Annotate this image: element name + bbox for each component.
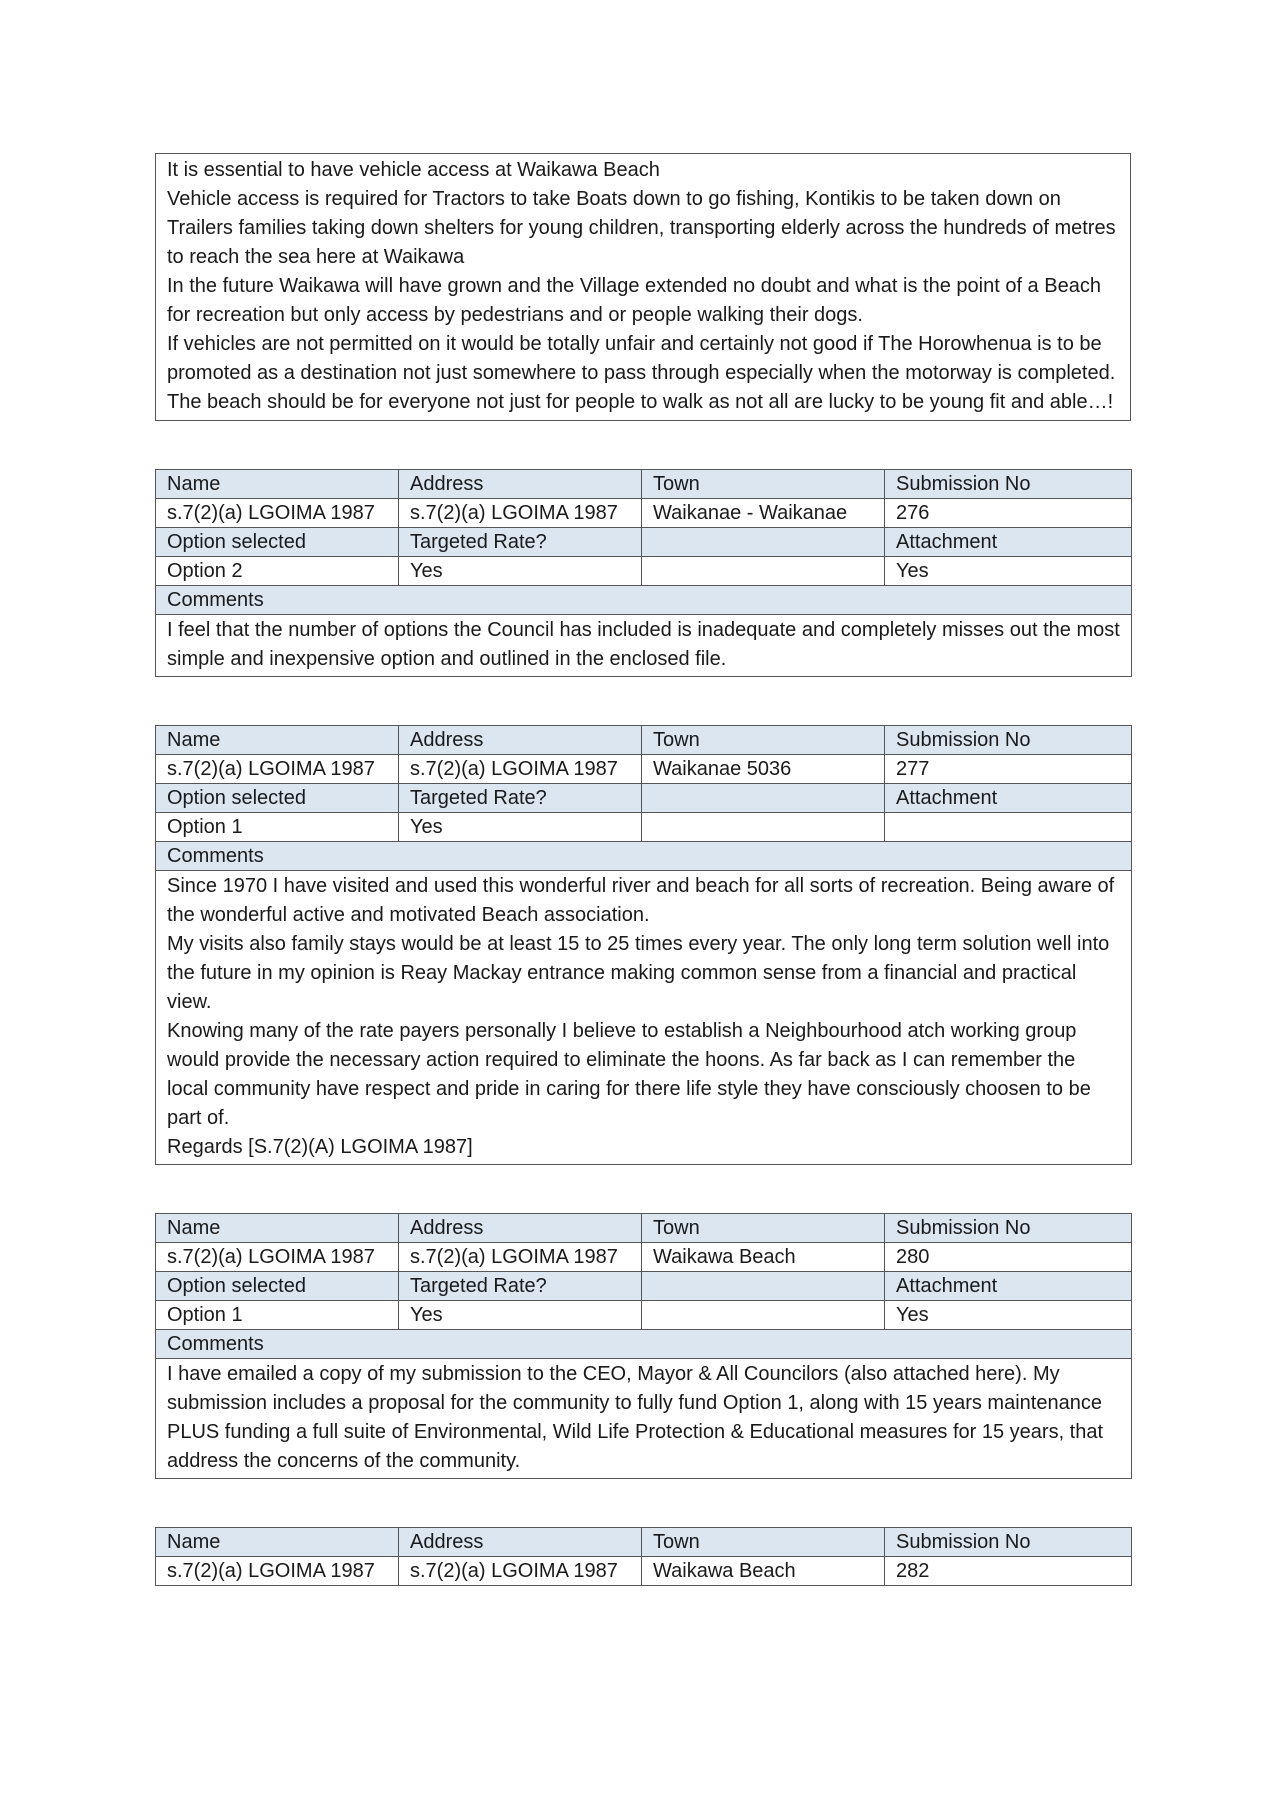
targeted-rate-value: Yes <box>399 813 642 842</box>
address-value: s.7(2)(a) LGOIMA 1987 <box>399 1243 642 1272</box>
comments-cell <box>156 615 1132 677</box>
town-value: Waikawa Beach <box>642 1557 885 1586</box>
town-value: Waikanae 5036 <box>642 755 885 784</box>
comments-header: Comments <box>156 1330 1132 1359</box>
targeted-rate-header: Targeted Rate? <box>399 528 642 557</box>
empty-header-cell <box>642 784 885 813</box>
comments-header-row <box>156 842 1132 871</box>
targeted-rate-header: Targeted Rate? <box>399 1272 642 1301</box>
comments-cell <box>156 871 1132 1165</box>
option-selected-header: Option selected <box>156 1272 399 1301</box>
name-value: s.7(2)(a) LGOIMA 1987 <box>156 755 399 784</box>
town-value: Waikanae - Waikanae <box>642 499 885 528</box>
empty-header-cell <box>642 528 885 557</box>
comment-line: Vehicle access is required for Tractors to take Boats down to go fishing, Kontikis to be taken down on Trailers families taking down shelters for young children, transporting elderly across the hundreds of metres to reach the sea here at Waikawa <box>167 188 1116 268</box>
details-row <box>156 557 1132 586</box>
comments-row <box>156 871 1132 1165</box>
header-row <box>156 1272 1132 1301</box>
submission-no-value: 282 <box>885 1557 1132 1586</box>
comment-line: Knowing many of the rate payers personally I believe to establish a Neighbourhood atch working group would provide the necessary action required to eliminate the hoons. As far back as I can remember the local community have respect and pride in caring for there life style they have consciously choosen to be part of. <box>167 1020 1091 1129</box>
comments-header: Comments <box>156 586 1132 615</box>
submission-table-282 <box>155 1527 1132 1586</box>
empty-header-cell <box>642 1272 885 1301</box>
address-header: Address <box>399 726 642 755</box>
comments-row <box>156 1359 1132 1479</box>
empty-cell <box>642 1301 885 1330</box>
comments-header-row <box>156 586 1132 615</box>
comment-line: Since 1970 I have visited and used this wonderful river and beach for all sorts of recreation. Being aware of the wonderful active and motivated Beach association. <box>167 875 1115 926</box>
address-header: Address <box>399 470 642 499</box>
comment-line: In the future Waikawa will have grown and the Village extended no doubt and what is the point of a Beach for recreation but only access by pedestrians and or people walking their dogs. <box>167 275 1101 326</box>
header-row <box>156 528 1132 557</box>
comment-line: If vehicles are not permitted on it would be totally unfair and certainly not good if The Horowhenua is to be promoted as a destination not just somewhere to pass through especially when the motorway is completed. <box>167 333 1116 384</box>
submission-no-value: 276 <box>885 499 1132 528</box>
name-value: s.7(2)(a) LGOIMA 1987 <box>156 499 399 528</box>
submission-table-280 <box>155 1213 1132 1479</box>
option-selected-header: Option selected <box>156 528 399 557</box>
address-value: s.7(2)(a) LGOIMA 1987 <box>399 499 642 528</box>
address-header: Address <box>399 1214 642 1243</box>
comment-line: It is essential to have vehicle access at Waikawa Beach <box>167 159 660 181</box>
attachment-value: Yes <box>885 557 1132 586</box>
town-header: Town <box>642 726 885 755</box>
header-row <box>156 470 1132 499</box>
submission-table-277 <box>155 725 1132 1165</box>
comments-header: Comments <box>156 842 1132 871</box>
header-row <box>156 726 1132 755</box>
address-header: Address <box>399 1528 642 1557</box>
address-value: s.7(2)(a) LGOIMA 1987 <box>399 755 642 784</box>
name-value: s.7(2)(a) LGOIMA 1987 <box>156 1557 399 1586</box>
document-page <box>155 153 1131 1586</box>
header-row <box>156 1528 1132 1557</box>
targeted-rate-header: Targeted Rate? <box>399 784 642 813</box>
comment-line: The beach should be for everyone not just for people to walk as not all are lucky to be young fit and able…! <box>167 391 1114 413</box>
comments-row <box>156 615 1132 677</box>
details-row <box>156 1301 1132 1330</box>
comments-cell <box>156 1359 1132 1479</box>
details-row <box>156 1557 1132 1586</box>
header-row <box>156 1214 1132 1243</box>
town-header: Town <box>642 1528 885 1557</box>
comment-line: I feel that the number of options the Council has included is inadequate and completely misses out the most simple and inexpensive option and outlined in the enclosed file. <box>167 619 1120 670</box>
previous-submission-comment-box <box>155 153 1131 421</box>
submission-no-value: 280 <box>885 1243 1132 1272</box>
name-value: s.7(2)(a) LGOIMA 1987 <box>156 1243 399 1272</box>
submission-no-header: Submission No <box>885 1214 1132 1243</box>
town-header: Town <box>642 1214 885 1243</box>
targeted-rate-value: Yes <box>399 557 642 586</box>
attachment-value: Yes <box>885 1301 1132 1330</box>
comment-line: Regards [S.7(2)(A) LGOIMA 1987] <box>167 1136 473 1158</box>
name-header: Name <box>156 1528 399 1557</box>
option-selected-header: Option selected <box>156 784 399 813</box>
option-value: Option 2 <box>156 557 399 586</box>
details-row <box>156 813 1132 842</box>
submission-no-header: Submission No <box>885 470 1132 499</box>
submission-no-header: Submission No <box>885 1528 1132 1557</box>
details-row <box>156 755 1132 784</box>
comments-header-row <box>156 1330 1132 1359</box>
targeted-rate-value: Yes <box>399 1301 642 1330</box>
attachment-value <box>885 813 1132 842</box>
details-row <box>156 1243 1132 1272</box>
attachment-header: Attachment <box>885 528 1132 557</box>
comment-line: My visits also family stays would be at least 15 to 25 times every year. The only long term solution well into the future in my opinion is Reay Mackay entrance making common sense from a financial and practical view. <box>167 933 1110 1013</box>
details-row <box>156 499 1132 528</box>
submission-no-value: 277 <box>885 755 1132 784</box>
town-value: Waikawa Beach <box>642 1243 885 1272</box>
attachment-header: Attachment <box>885 1272 1132 1301</box>
name-header: Name <box>156 1214 399 1243</box>
empty-cell <box>642 557 885 586</box>
town-header: Town <box>642 470 885 499</box>
name-header: Name <box>156 470 399 499</box>
option-value: Option 1 <box>156 813 399 842</box>
comment-line: I have emailed a copy of my submission to the CEO, Mayor & All Councilors (also attached here). My submission includes a proposal for the community to fully fund Option 1, along with 15 years maintenance PLUS funding a full suite of Environmental, Wild Life Protection & Educational measures for 15 years, that address the concerns of the community. <box>167 1363 1104 1472</box>
submission-table-276 <box>155 469 1132 677</box>
attachment-header: Attachment <box>885 784 1132 813</box>
name-header: Name <box>156 726 399 755</box>
header-row <box>156 784 1132 813</box>
option-value: Option 1 <box>156 1301 399 1330</box>
submission-no-header: Submission No <box>885 726 1132 755</box>
empty-cell <box>642 813 885 842</box>
address-value: s.7(2)(a) LGOIMA 1987 <box>399 1557 642 1586</box>
